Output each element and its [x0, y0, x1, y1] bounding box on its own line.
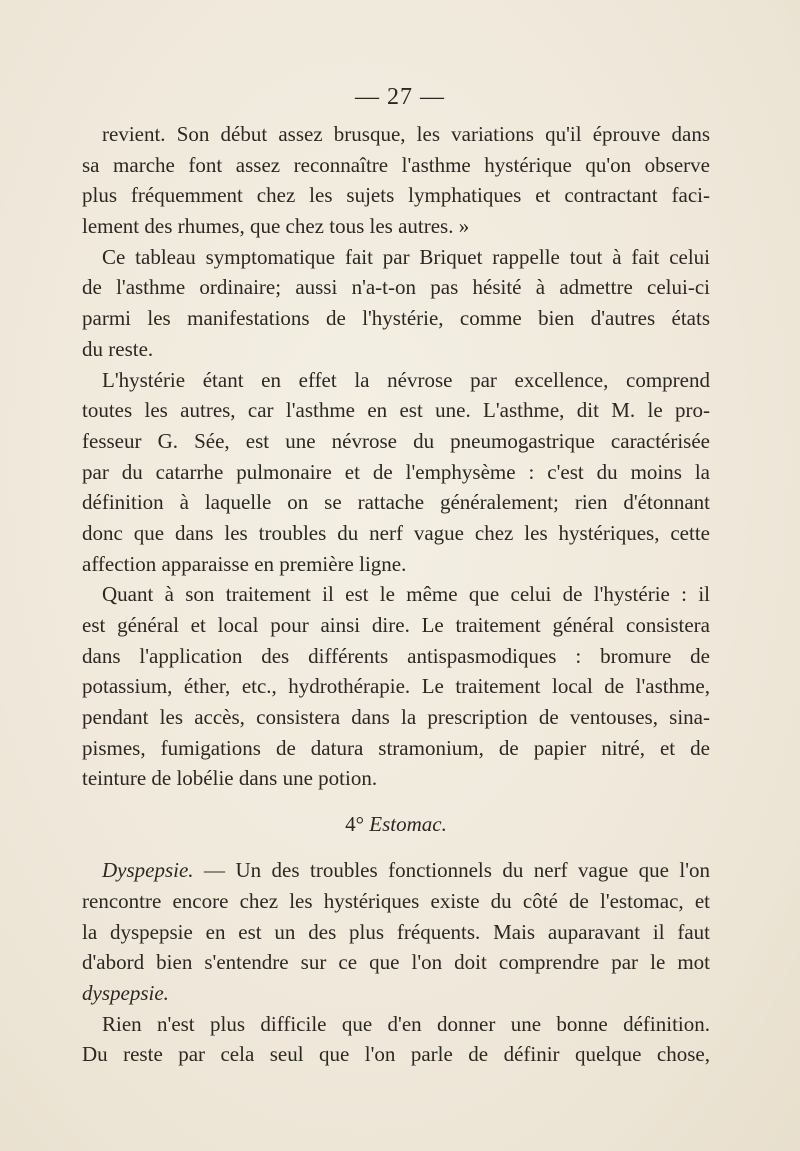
text-line: parmi les manifestations de l'hystérie, comme bien d'autres états [82, 306, 710, 331]
section-number: 4° [345, 812, 365, 837]
text-line: potassium, éther, etc., hydrothérapie. Le traitement local de l'asthme, [82, 674, 710, 699]
text-line: revient. Son début assez brusque, les variations qu'il éprouve dans [102, 122, 710, 146]
text-line: plus fréquemment chez les sujets lymphatiques et contractant faci- [82, 183, 710, 208]
text-line: dans l'application des différents antispasmodiques : bromure de [82, 643, 710, 668]
section-heading [82, 794, 710, 855]
text-line: pismes, fumigations de datura stramonium, de papier nitré, et de [82, 735, 710, 760]
text-line-rest: — Un des troubles fonctionnels du nerf vague que l'on [193, 858, 710, 883]
text-line: par du catarrhe pulmonaire et de l'emphysème : c'est du moins la [82, 459, 710, 484]
text-line: Quant à son traitement il est le même que celui de l'hystérie : il [102, 582, 710, 607]
text-line: Du reste par cela seul que l'on parle de définir quelque chose, [82, 1042, 710, 1067]
text-line: lement des rhumes, que chez tous les autres. » [82, 214, 470, 239]
text-line: toutes les autres, car l'asthme en est une. L'asthme, dit M. le pro- [82, 398, 710, 423]
text-line: Ce tableau symptomatique fait par Briquet rappelle tout à fait celui [102, 244, 710, 269]
text-line: est général et local pour ainsi dire. Le traitement général consistera [82, 613, 710, 637]
text-line: de l'asthme ordinaire; aussi n'a-t-on pas hésité à admettre celui-ci [82, 275, 710, 300]
text-line: d'abord bien s'entendre sur ce que l'on doit comprendre par le mot [82, 950, 710, 975]
paragraph [82, 579, 710, 794]
paragraph [82, 119, 710, 242]
text-line: pendant les accès, consistera dans la prescription de ventouses, sina- [82, 705, 710, 730]
text-line: L'hystérie étant en effet la névrose par excellence, comprend [102, 367, 710, 392]
text-line: définition à laquelle on se rattache généralement; rien d'étonnant [82, 490, 710, 515]
paragraph [82, 242, 710, 365]
text-line: sa marche font assez reconnaître l'asthme hystérique qu'on observe [82, 152, 710, 177]
text-line [82, 855, 710, 886]
paragraph [82, 365, 710, 580]
text-line: affection apparaisse en première ligne. [82, 551, 407, 576]
section-title: Estomac. [369, 812, 447, 837]
text-line: rencontre encore chez les hystériques existe du côté de l'estomac, et [82, 888, 710, 913]
text-line: fesseur G. Sée, est une névrose du pneumogastrique caractérisée [82, 428, 710, 453]
body-text [82, 119, 710, 1070]
page-number: — 27 — [355, 84, 445, 110]
paragraphs-before-heading [82, 119, 710, 794]
dyspepsie-paragraph [82, 855, 710, 1008]
text-line: du reste. [82, 336, 154, 361]
paragraph [82, 1009, 710, 1070]
text-line: teinture de lobélie dans une potion. [82, 766, 378, 791]
paragraphs-after [82, 1009, 710, 1070]
term-dyspepsie: Dyspepsie. [102, 858, 194, 883]
text-line: la dyspepsie en est un des plus fréquents. Mais auparavant il faut [82, 919, 710, 944]
text-line: Rien n'est plus difficile que d'en donner une bonne définition. [102, 1011, 710, 1036]
text-line: donc que dans les troubles du nerf vague chez les hystériques, cette [82, 520, 710, 545]
text-line: dyspepsie. [82, 980, 169, 1005]
